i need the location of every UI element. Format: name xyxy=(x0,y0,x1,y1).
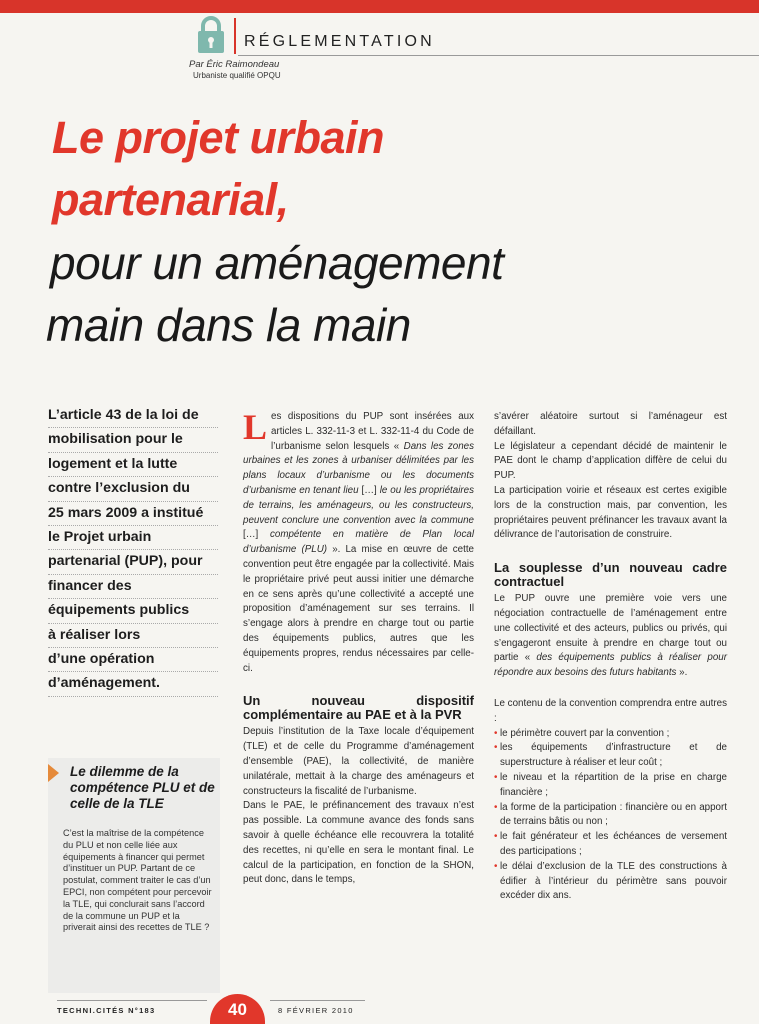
intro-line: financer des xyxy=(48,575,218,599)
issue-date: 8 FÉVRIER 2010 xyxy=(278,1006,354,1015)
list-item: • le délai d’exclusion de la TLE des constructions à édifier à l’intérieur du périmètre sans pouvoir excéder dix ans. xyxy=(494,860,727,904)
drop-cap: L xyxy=(243,407,268,447)
title-line-2: partenarial, xyxy=(52,174,289,225)
article-column-1 xyxy=(243,407,475,888)
paragraph: Depuis l’institution de la Taxe locale d’équipement (TLE) et de celle du Programme d’aménagement d’ensemble (PAE), la collectivité, de manière unilatérale, mettait à la charge des aménageurs et constructeurs la fiscalité de l’urbanisme. xyxy=(243,726,474,797)
intro-line: logement et la lutte xyxy=(48,453,218,477)
list-item: • le fait générateur et les échéances de versement des participations ; xyxy=(494,830,727,860)
paragraph: La participation voirie et réseaux est certes exigible lors de la construction mais, par convention, les propriétaires peuvent préfinancer les travaux avant la délivrance de l’autorisation de construire. xyxy=(494,484,727,541)
title-line-1: Le projet urbain xyxy=(52,112,385,163)
intro-line: d’aménagement. xyxy=(48,672,218,696)
intro-lead xyxy=(48,404,218,697)
header-divider xyxy=(234,18,236,54)
intro-line: équipements publics xyxy=(48,599,218,623)
list-item: • la forme de la participation : financière ou en apport de terrains bâtis ou non ; xyxy=(494,801,727,831)
footer-rule xyxy=(270,1000,365,1001)
paragraph: Le législateur a cependant décidé de maintenir le PAE dont le champ d’application diffère de celui du PUP. xyxy=(494,440,727,482)
title-line-3: pour un aménagement xyxy=(50,237,504,289)
paragraph: Dans le PAE, le préfinancement des travaux n’est pas possible. La commune avance des fonds sans savoir à quelle échéance elle recouvrera la totalité des recettes, ni qu’elle en sera le montant final. Le calcul de la participation, en fonction de la SHON, peut donc, dans le temps, xyxy=(243,800,474,886)
section-label: RÉGLEMENTATION xyxy=(244,33,435,50)
magazine-name: TECHNI.CITÉS N°183 xyxy=(57,1006,156,1015)
title-line-4: main dans la main xyxy=(46,299,411,351)
list-item: • le périmètre couvert par la convention ; xyxy=(494,727,727,742)
author-name: Par Éric Raimondeau xyxy=(189,59,280,70)
subheading: La souplesse d’un nouveau cadre contractuel xyxy=(494,560,727,589)
intro-line: L’article 43 de la loi de xyxy=(48,404,218,428)
paragraph: s’avérer aléatoire surtout si l’aménageur est défaillant. xyxy=(494,411,727,437)
sidebar-box-title: Le dilemme de la compétence PLU et de celle de la TLE xyxy=(70,764,215,811)
author-title: Urbaniste qualifié OPQU xyxy=(193,71,281,80)
section-underline xyxy=(238,55,759,56)
intro-line: à réaliser lors xyxy=(48,624,218,648)
intro-line: partenarial (PUP), pour xyxy=(48,550,218,574)
article-column-2 xyxy=(494,410,727,904)
paragraph: Le contenu de la convention comprendra entre autres : xyxy=(494,697,727,724)
sidebar-box-text: C’est la maîtrise de la compétence du PLU et non celle liée aux équipements à financer qui permet d’instituer un PUP. Partant de ce postulat, comment traiter le cas d’un EPCI, non compétent pour percevoir la TLE, qui conclurait sans l’accord de la commune un PUP et la priverait ainsi des recettes de TLE ? xyxy=(63,828,212,933)
arrow-icon xyxy=(48,764,59,782)
intro-line: d’une opération xyxy=(48,648,218,672)
paragraph: Le PUP ouvre une première voie vers une négociation contractuelle de l’aménagement entre une collectivité et des acteurs, publics ou privés, qui s’engageront ensuite à prendre en charge tout ou partie « des équipements publics à réaliser pour répondre aux besoins des futurs habitants ». xyxy=(494,593,727,679)
top-accent-bar xyxy=(0,0,759,13)
intro-line: 25 mars 2009 a institué xyxy=(48,502,218,526)
list-item: • les équipements d’infrastructure et de superstructure à réaliser et leur coût ; xyxy=(494,741,727,771)
page-number: 40 xyxy=(210,994,265,1024)
list-item: • le niveau et la répartition de la prise en charge financière ; xyxy=(494,771,727,801)
intro-line: mobilisation pour le xyxy=(48,428,218,452)
subheading: Un nouveau dispositif complémentaire au PAE et à la PVR xyxy=(243,693,474,722)
paragraph: Les dispositions du PUP sont insérées aux articles L. 332-11-3 et L. 332-11-4 du Code de l’urbanisme selon lesquels « Dans les zones urbaines et les zones à urbaniser délimitées par les plans locaux d’urbanisme ou les documents d’urbanisme en tenant lieu […] le ou les propriétaires de terrains, les aménageurs, ou les constructeurs, peuvent conclure une convention avec la commune […] compétente en matière de Plan local d’urbanisme (PLU) ». La mise en œuvre de cette convention peut être engagée par la collectivité. Mais le propriétaire privé peut aussi initier une démarche en ce sens après qu’une collectivité a accepté une proposition d’aménagement sur ses terrains. Il s’engage alors à prendre en charge tout ou partie des équipements publics, autres que les équipements propres, rendus nécessaires par celle-ci. xyxy=(243,407,475,674)
intro-line: contre l’exclusion du xyxy=(48,477,218,501)
padlock-icon xyxy=(196,16,226,54)
footer-rule xyxy=(57,1000,207,1001)
convention-list xyxy=(494,727,727,905)
intro-line: le Projet urbain xyxy=(48,526,218,550)
